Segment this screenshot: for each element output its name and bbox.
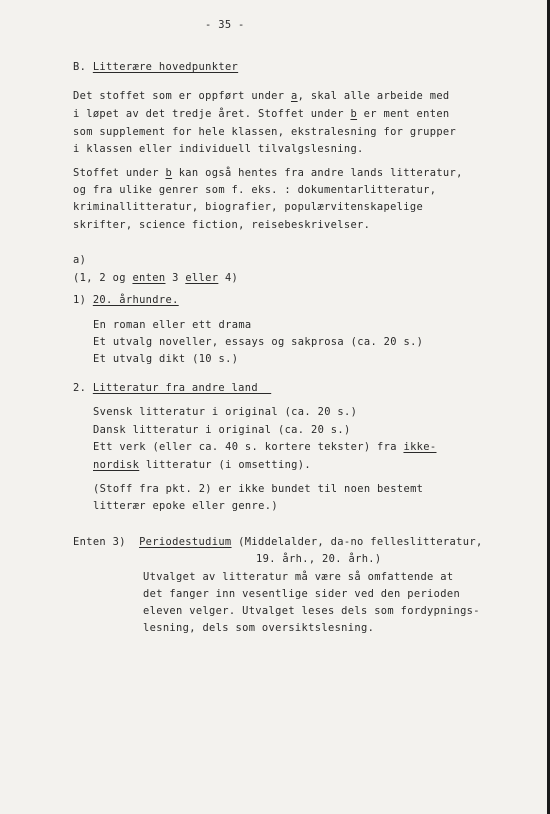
item-1-line: En roman eller ett drama bbox=[93, 319, 252, 331]
section-b-heading bbox=[73, 61, 238, 73]
item-3-line: eleven velger. Utvalget leses dels som fordypnings- bbox=[143, 605, 480, 617]
item-2-note: (Stoff fra pkt. 2) er ikke bundet til noen bestemt bbox=[93, 483, 424, 495]
text-segment: 4) bbox=[218, 272, 239, 284]
text-segment: 3 bbox=[165, 272, 186, 284]
text-line bbox=[73, 90, 450, 102]
text-line bbox=[73, 184, 436, 196]
underlined-text: a bbox=[291, 90, 298, 102]
text-segment: er ment enten bbox=[357, 108, 450, 120]
underlined-text: b bbox=[350, 108, 358, 120]
item-3-line: lesning, dels som oversiktslesning. bbox=[143, 622, 375, 634]
text-segment: Det stoffet som er oppført under bbox=[73, 90, 291, 102]
item-1-line: Et utvalg noveller, essays og sakprosa (ca. 20 s.) bbox=[93, 336, 424, 348]
section-b-title: Litterære hovedpunkter bbox=[92, 61, 239, 73]
text-segment: i klassen eller individuell tilvalgslesning. bbox=[73, 143, 364, 155]
item-3-title: Periodestudium bbox=[139, 536, 232, 548]
text-segment: , skal alle arbeide med bbox=[297, 90, 450, 102]
text-line bbox=[73, 108, 450, 120]
item-1-number: 1) bbox=[73, 294, 93, 306]
text-line bbox=[93, 406, 357, 418]
item-1-heading bbox=[73, 294, 179, 306]
text-segment: litteratur (i omsetting). bbox=[139, 459, 311, 471]
text-line bbox=[73, 201, 423, 213]
text-segment: kan også hentes fra andre lands litteratur, bbox=[172, 167, 463, 179]
page-number: - 35 - bbox=[205, 19, 245, 31]
item-3-title-line-2: 19. årh., 20. årh.) bbox=[256, 553, 382, 565]
text-segment: kriminallitteratur, biografier, populærvitenskapelige bbox=[73, 201, 424, 213]
item-3-prefix: Enten 3) bbox=[73, 536, 140, 548]
item-2-title: Litteratur fra andre land bbox=[92, 382, 258, 394]
item-3-line: Utvalget av litteratur må være så omfattende at bbox=[143, 571, 454, 583]
item-3-line: det fanger inn vesentlige sider ved den perioden bbox=[143, 588, 461, 600]
section-a-label: a) bbox=[73, 254, 87, 266]
text-segment: som supplement for hele klassen, ekstralesning for grupper bbox=[73, 126, 457, 138]
underlined-text: nordisk bbox=[93, 459, 140, 471]
text-line bbox=[73, 126, 456, 138]
text-segment: Ett verk (eller ca. 40 s. kortere tekster) fra bbox=[93, 441, 404, 453]
text-segment: i løpet av det tredje året. Stoffet under bbox=[73, 108, 351, 120]
item-3-title-rest: (Middelalder, da-no felleslitteratur, bbox=[231, 536, 483, 548]
underlined-text: b bbox=[165, 167, 173, 179]
text-segment: og fra ulike genrer som f. eks. : dokumentarlitteratur, bbox=[73, 184, 437, 196]
item-2-note: litterær epoke eller genre.) bbox=[93, 500, 278, 512]
text-segment: skrifter, science fiction, reisebeskrivelser. bbox=[73, 219, 371, 231]
underlined-text: enten bbox=[132, 272, 166, 284]
item-2-heading bbox=[73, 382, 271, 394]
item-2-number: 2. bbox=[73, 382, 93, 394]
text-segment: Stoffet under bbox=[73, 167, 166, 179]
section-a-choice bbox=[73, 272, 238, 284]
text-line bbox=[93, 459, 311, 471]
item-2-title-underline-tail bbox=[258, 382, 271, 394]
text-line bbox=[73, 219, 370, 231]
underlined-text: eller bbox=[185, 272, 219, 284]
text-segment: Dansk litteratur i original (ca. 20 s.) bbox=[93, 424, 351, 436]
text-segment: (1, 2 og bbox=[73, 272, 133, 284]
section-b-prefix: B. bbox=[73, 61, 93, 73]
item-1-title: 20. århundre. bbox=[92, 294, 179, 306]
text-line bbox=[93, 424, 351, 436]
item-1-line: Et utvalg dikt (10 s.) bbox=[93, 353, 239, 365]
text-line bbox=[93, 441, 437, 453]
text-line bbox=[73, 143, 364, 155]
item-3-heading bbox=[73, 536, 483, 548]
text-segment: Svensk litteratur i original (ca. 20 s.) bbox=[93, 406, 358, 418]
text-line bbox=[73, 167, 463, 179]
underlined-text: ikke- bbox=[403, 441, 437, 453]
